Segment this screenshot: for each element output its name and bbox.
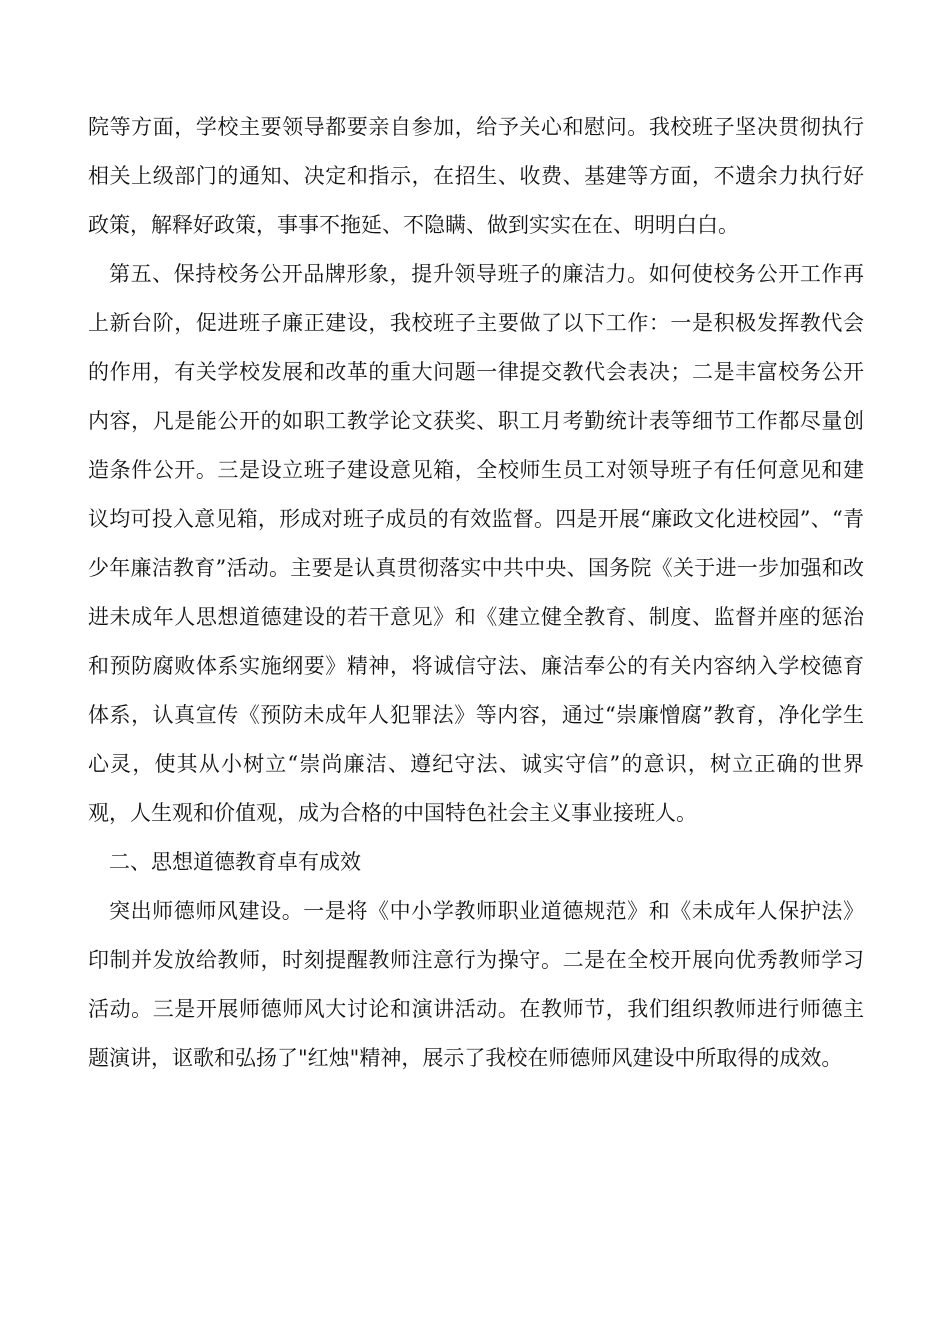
paragraph-teacher-ethics: 突出师德师风建设。一是将《中小学教师职业道德规范》和《未成年人保护法》印制并发放给教师，时刻提醒教师注意行为操守。二是在全校开展向优秀教师学习活动。三是开展师德师风大讨论和演讲活动。在教师节，我们组织教师进行师德主题演讲，讴歌和弘扬了"红烛"精神，展示了我校在师德师风建设中所取得的成效。 [88,899,864,1070]
section-heading: 二、思想道德教育卓有成效 [109,850,361,874]
paragraph-fifth-point: 第五、保持校务公开品牌形象，提升领导班子的廉洁力。如何使校务公开工作再上新台阶，促进班子廉正建设，我校班子主要做了以下工作：一是积极发挥教代会的作用，有关学校发展和改革的重大问题一律提交教代会表决；二是丰富校务公开内容，凡是能公开的如职工教学论文获奖、职工月考勤统计表等细节工作都尽量创造条件公开。三是设立班子建设意见箱，全校师生员工对领导班子有任何意见和建议均可投入意见箱，形成对班子成员的有效监督。四是开展“廉政文化进校园”、“青少年廉洁教育”活动。主要是认真贯彻落实中共中央、国务院《关于进一步加强和改进未成年人思想道德建设的若干意见》和《建立健全教育、制度、监督并座的惩治和预防腐败体系实施纲要》精神，将诚信守法、廉洁奉公的有关内容纳入学校德育体系，认真宣传《预防未成年人犯罪法》等内容，通过“崇廉憎腐”教育，净化学生心灵，使其从小树立“崇尚廉洁、遵纪守法、诚实守信”的意识，树立正确的世界观，人生观和价值观，成为合格的中国特色社会主义事业接班人。 [88,262,864,825]
paragraph-continued: 院等方面，学校主要领导都要亲自参加，给予关心和慰问。我校班子坚决贯彻执行相关上级部门的通知、决定和指示，在招生、收费、基建等方面，不遗余力执行好政策，解释好政策，事事不拖延、不隐瞒、做到实实在在、明明白白。 [88,115,864,237]
document-page [88,103,864,1083]
